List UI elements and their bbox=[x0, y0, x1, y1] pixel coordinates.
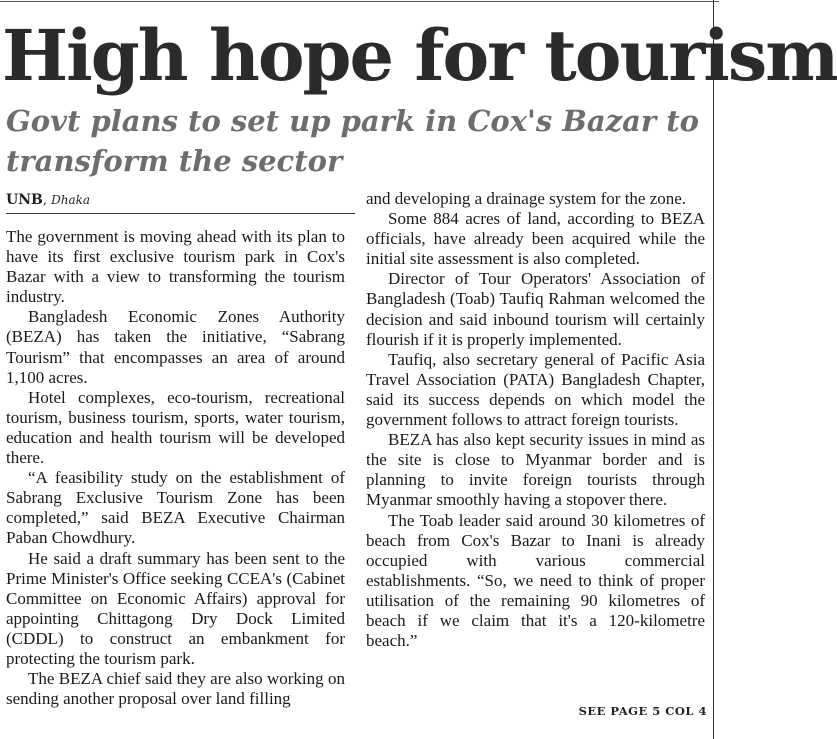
byline bbox=[6, 192, 90, 209]
paragraph: Taufiq, also secretary general of Pacific Asia Travel Association (PATA) Bangladesh Chapter, said its success depends on which model the government follows to attract foreign tourists. bbox=[366, 349, 705, 430]
column-edge-rule bbox=[713, 0, 714, 739]
paragraph: He said a draft summary has been sent to the Prime Minister's Office seeking CCEA's (Cabinet Committee on Economic Affairs) approval for appointing Chittagong Dry Dock Limited (CDDL) to construct an embankment for protecting the tourism park. bbox=[6, 548, 345, 668]
paragraph: Director of Tour Operators' Association of Bangladesh (Toab) Taufiq Rahman welcomed the decision and said inbound tourism will certainly flourish if it is properly implemented. bbox=[366, 269, 705, 349]
paragraph: The Toab leader said around 30 kilometres of beach from Cox's Bazar to Inani is already occupied with various commercial establishments. “So, we need to think of proper utilisation of the remaining 90 kilometres of beach if we claim that it's a 120-kilometre beach.” bbox=[366, 510, 705, 651]
article-column-2 bbox=[366, 189, 705, 651]
subheadline: Govt plans to set up park in Cox's Bazar to transform the sector bbox=[6, 104, 700, 178]
paragraph: The government is moving ahead with its plan to have its first exclusive tourism park in Cox's Bazar with a view to transforming the tourism industry. bbox=[6, 227, 345, 307]
paragraph: Bangladesh Economic Zones Authority (BEZA) has taken the initiative, “Sabrang Tourism” that encompasses an area of around 1,100 acres. bbox=[6, 307, 345, 387]
continued-jump-line[interactable]: SEE PAGE 5 COL 4 bbox=[578, 704, 707, 718]
article-column-1 bbox=[6, 227, 345, 709]
paragraph: BEZA has also kept security issues in mind as the site is close to Myanmar border and is planning to invite foreign tourists through Myanmar smoothly having a stopover there. bbox=[366, 430, 705, 510]
byline-separator: , bbox=[42, 193, 52, 208]
byline-agency: UNB bbox=[6, 192, 43, 208]
paragraph: Hotel complexes, eco-tourism, recreational tourism, business tourism, sports, water tourism, education and health tourism will be developed there. bbox=[6, 387, 345, 468]
byline-rule bbox=[6, 213, 355, 214]
top-rule bbox=[0, 1, 719, 2]
byline-city: Dhaka bbox=[51, 193, 91, 207]
paragraph: and developing a drainage system for the zone. bbox=[366, 189, 687, 208]
paragraph: Some 884 acres of land, according to BEZA officials, have already been acquired while the initial site assessment is also completed. bbox=[366, 209, 705, 269]
paragraph: “A feasibility study on the establishment of Sabrang Exclusive Tourism Zone has been completed,” said BEZA Executive Chairman Paban Chowdhury. bbox=[6, 468, 345, 548]
paragraph: The BEZA chief said they are also working on sending another proposal over land filling bbox=[6, 669, 345, 709]
headline: High hope for tourism bbox=[2, 14, 837, 97]
